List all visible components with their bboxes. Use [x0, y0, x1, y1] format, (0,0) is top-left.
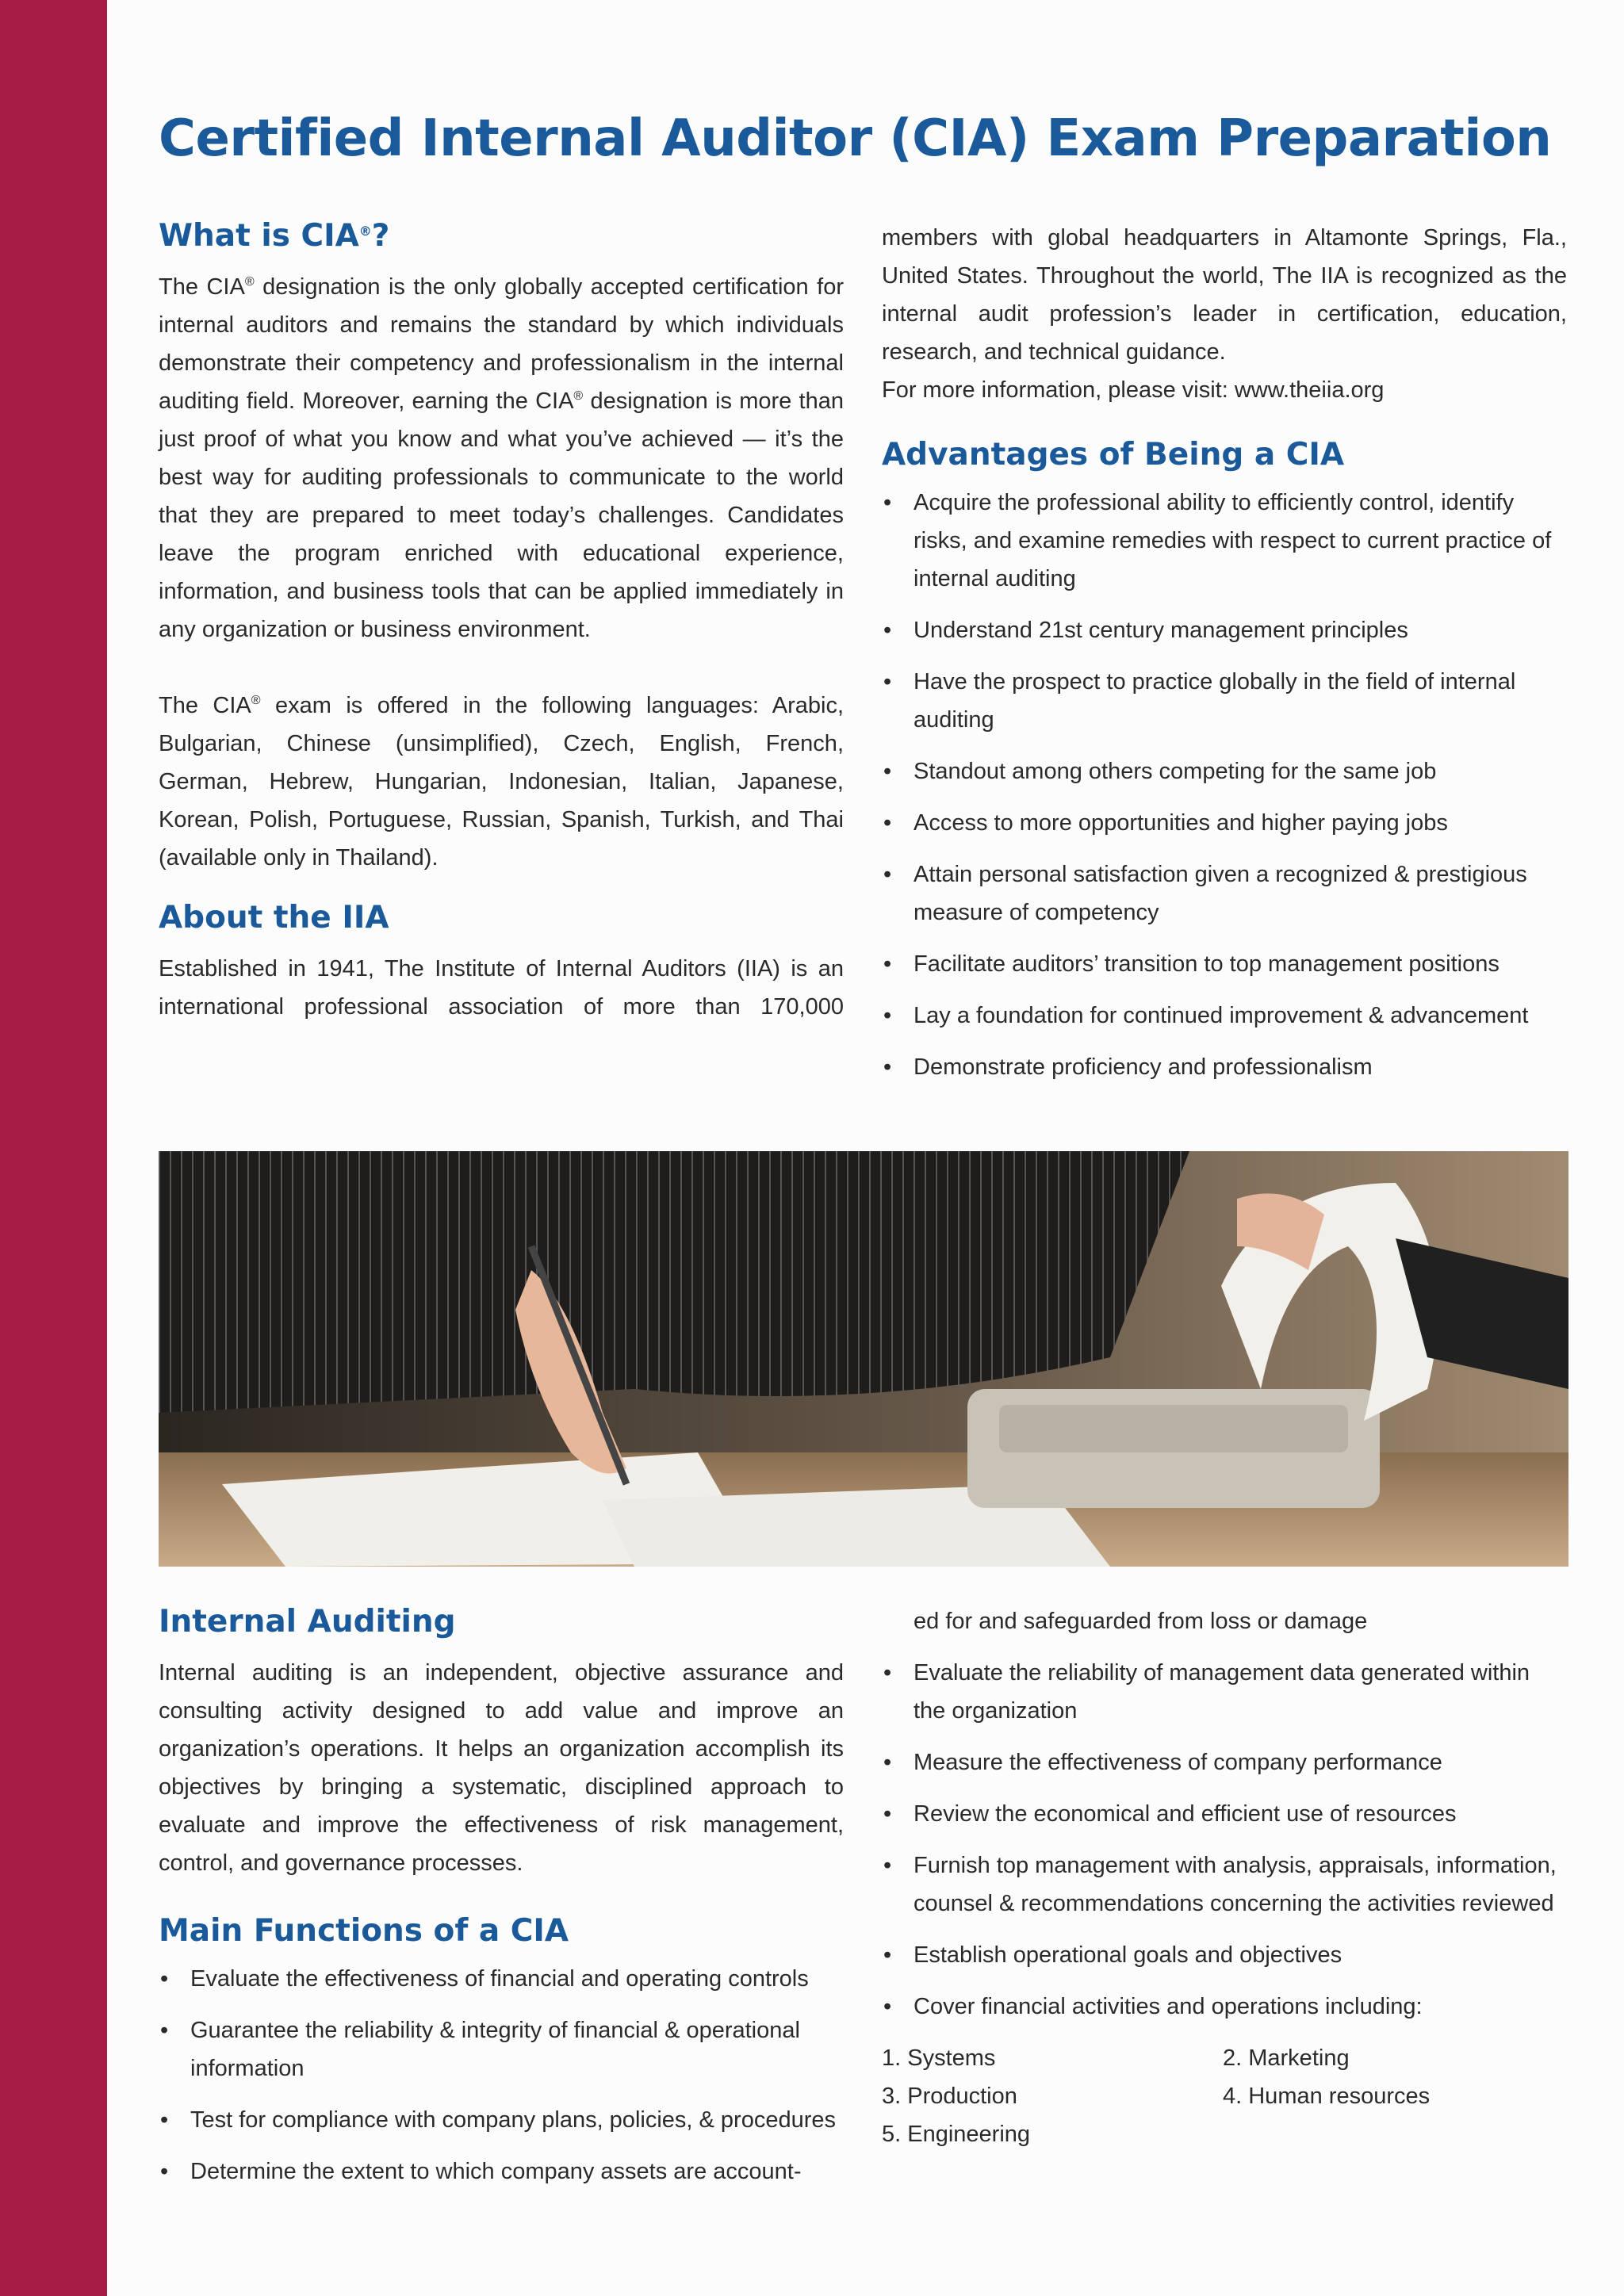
right-column-top: [882, 219, 1567, 1100]
page-title: Certified Internal Auditor (CIA) Exam Preparation: [159, 109, 1552, 168]
text-run: designation is more than just proof of what you know and what you’ve achieved — it’s the best way for auditing professionals to communicate to the world that they are prepared to meet today’s challenges. Candidates leave the program enriched with educational experience, information, and business tools that can be applied immediately in any organization or business environment.: [159, 388, 845, 642]
main-functions-list-left: [159, 1960, 844, 2191]
registered-mark: ®: [358, 224, 372, 239]
text-run: The CIA: [159, 274, 245, 300]
registered-mark: ®: [244, 275, 255, 289]
text-run: The CIA: [159, 693, 251, 718]
bullet-item: • Determine the extent to which company assets are account-: [159, 2152, 844, 2191]
right-column-bottom: [882, 1602, 1567, 2153]
numbered-item: 3. Production: [882, 2084, 1017, 2109]
bullet-item: • Understand 21st century management principles: [882, 611, 1567, 649]
bullet-item: • Acquire the professional ability to efficiently control, identify risks, and examine remedies with respect to current practice of internal auditing: [882, 484, 1567, 598]
text-run: designation is the only globally accepted certification for internal auditors and remains the standard by which individuals demonstrate their competency and professionalism in the internal auditing field. Moreover, earning the CIA: [159, 274, 845, 414]
about-iia-paragraph-left: Established in 1941, The Institute of Internal Auditors (IIA) is an international professional association of more than 170,000: [159, 956, 844, 1020]
numbered-item: 2. Marketing: [1223, 2045, 1350, 2071]
bullet-item: • Evaluate the reliability of management data generated within the organization: [882, 1654, 1567, 1730]
internal-auditing-paragraph: Internal auditing is an independent, objective assurance and consulting activity designed to add value and improve an organization’s operations. It helps an organization accomplish its objectives by bringing a systematic, disciplined approach to evaluate and improve the effectiveness of risk management, control, and governance processes.: [159, 1660, 844, 1876]
bullet-item: • Review the economical and efficient use of resources: [882, 1795, 1567, 1833]
bullet-item: • Evaluate the effectiveness of financial and operating controls: [159, 1960, 844, 1998]
bullet-item: • Access to more opportunities and higher paying jobs: [882, 804, 1567, 842]
bullet-item: • Demonstrate proficiency and professionalism: [882, 1048, 1567, 1086]
bullet-item: • Cover financial activities and operations including:: [882, 1988, 1567, 2026]
registered-mark: ®: [573, 389, 584, 403]
bullet-item: • Test for compliance with company plans, policies, & procedures: [159, 2101, 844, 2139]
operations-numbered-list: [882, 2039, 1567, 2153]
heading-about-iia: About the IIA: [159, 900, 389, 936]
main-functions-list-right: [882, 1654, 1567, 2026]
office-worker-photo: [159, 1151, 1568, 1567]
left-column-bottom: [159, 1600, 844, 2204]
more-info-text: For more information, please visit: www.theiia.org: [882, 377, 1385, 403]
bullet-item: • Furnish top management with analysis, appraisals, information, counsel & recommendations concerning the activities reviewed: [882, 1846, 1567, 1923]
bullet-item: • Facilitate auditors’ transition to top management positions: [882, 945, 1567, 983]
bullet-item: • Measure the effectiveness of company performance: [882, 1743, 1567, 1781]
left-accent-bar: [0, 0, 107, 2296]
numbered-item: 4. Human resources: [1223, 2084, 1431, 2109]
photo-illustration: [159, 1151, 1568, 1567]
bullet-item: • Lay a foundation for continued improvement & advancement: [882, 997, 1567, 1035]
heading-internal-auditing: Internal Auditing: [159, 1604, 456, 1640]
what-is-cia-paragraph-2: [159, 687, 844, 877]
numbered-item: 1. Systems: [882, 2045, 996, 2071]
about-iia-paragraph-right: members with global headquarters in Altamonte Springs, Fla., United States. Throughout the world, The IIA is recognized as the internal audit profession’s leader in certification, education, research, and technical guidance.: [882, 225, 1567, 365]
what-is-cia-paragraph-1: [159, 268, 844, 649]
heading-what-is-cia-text: What is CIA: [159, 218, 359, 254]
left-column-top: [159, 214, 844, 1026]
heading-question-mark: ?: [371, 218, 390, 254]
bullet-item: • Guarantee the reliability & integrity of financial & operational information: [159, 2011, 844, 2087]
heading-what-is-cia: [159, 214, 844, 258]
numbered-item: 5. Engineering: [882, 2122, 1031, 2147]
bullet-item: • Standout among others competing for the same job: [882, 752, 1567, 790]
bullet-item: • Establish operational goals and objectives: [882, 1936, 1567, 1974]
bullet-item: • Have the prospect to practice globally in the field of internal auditing: [882, 663, 1567, 739]
bullet-item: • Attain personal satisfaction given a recognized & prestigious measure of competency: [882, 855, 1567, 932]
heading-main-functions: Main Functions of a CIA: [159, 1913, 569, 1949]
heading-advantages: Advantages of Being a CIA: [882, 437, 1345, 473]
registered-mark: ®: [251, 694, 261, 707]
list-continuation: ed for and safeguarded from loss or damage: [914, 1609, 1368, 1634]
text-run: exam is offered in the following languages: Arabic, Bulgarian, Chinese (unsimplified), Czech, English, French, German, Hebrew, Hungarian, Indonesian, Italian, Japanese, Korean, Polish, Portuguese, Russian, Spanish, Turkish, and Thai (available only in Thailand).: [159, 693, 845, 871]
advantages-list: [882, 484, 1567, 1086]
